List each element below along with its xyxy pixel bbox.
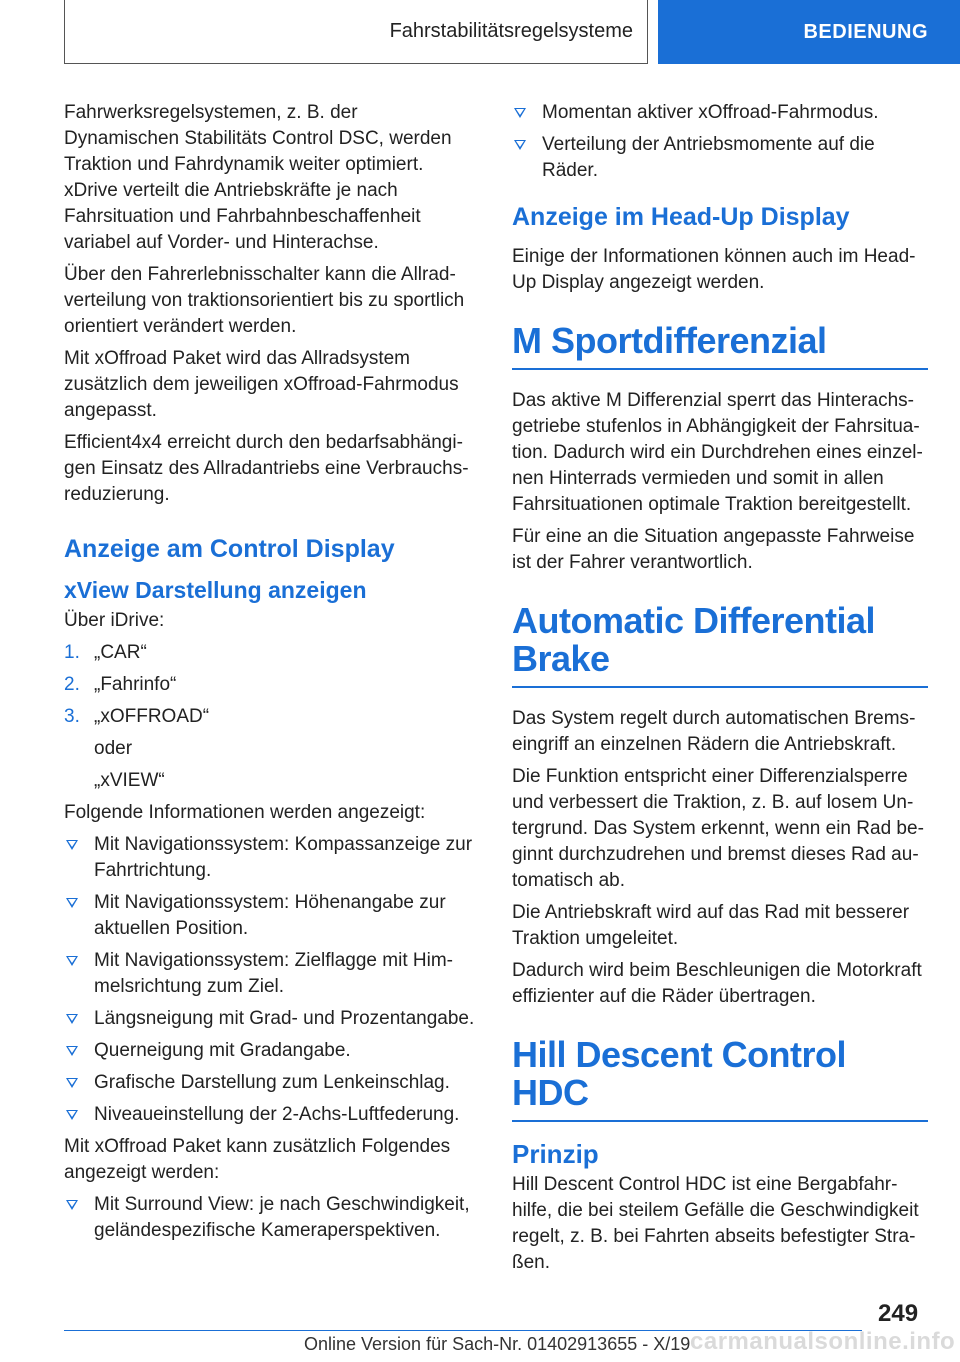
paragraph: Dadurch wird beim Beschleunigen die Motorkraft effizienter auf die Räder übertragen. (512, 960, 922, 1007)
list-item (64, 1038, 476, 1064)
list-item (64, 1070, 476, 1096)
triangle-bullet-icon (66, 956, 78, 966)
extra-list (64, 1192, 476, 1244)
paragraph: Das aktive M Differenzial sperrt das Hinterachsgetriebe stufenlos in Abhängigkeit der Fahrsituation. Dadurch wird ein Durchdrehen eines einzelnen Hinterrads vermieden und somit in allen Fahrsituationen optimale Traktion bereitgestellt. (512, 390, 923, 515)
triangle-bullet-icon (66, 840, 78, 850)
left-column (64, 100, 476, 1250)
step-text: „CAR“ (94, 642, 147, 663)
triangle-bullet-icon (66, 898, 78, 908)
list-item-text: Verteilung der Antriebsmomente auf die Räder. (542, 134, 875, 181)
list-item (64, 1192, 476, 1244)
heading-sportdiff: M Sportdifferenzial (512, 322, 928, 370)
heading-adb: Automatic Differential Brake (512, 602, 928, 688)
step-number: 3. (64, 706, 80, 727)
watermark: carmanualsonline.info (690, 1328, 956, 1355)
list-item (512, 132, 928, 184)
heading-hdc: Hill Descent Control HDC (512, 1036, 928, 1122)
paragraph: Einige der Informationen können auch im Head-Up Display angezeigt werden. (512, 246, 916, 293)
step-or: oder (94, 738, 133, 759)
step-item (64, 704, 476, 730)
triangle-bullet-icon (66, 1078, 78, 1088)
step-text: „Fahrinfo“ (94, 674, 177, 695)
heading-xview: xView Darstellung anzeigen (64, 577, 367, 603)
paragraph: Das System regelt durch automatischen Bremseingriff an einzelnen Rädern die Antriebskraft. (512, 708, 916, 755)
list-item (64, 948, 476, 1000)
extra-list-continued (512, 100, 928, 184)
step-item (64, 640, 476, 666)
paragraph: Für eine an die Situation angepasste Fahrweise ist der Fahrer verantwortlich. (512, 526, 915, 573)
list-item-text: Mit Surround View: je nach Geschwindigkeit, geländespezifische Kameraperspektiven. (94, 1194, 470, 1241)
paragraph: Über den Fahrerlebnisschalter kann die Allradverteilung von traktionsorientiert bis zu sportlich orientiert verändert werden. (64, 264, 465, 337)
list-item-text: Grafische Darstellung zum Lenkeinschlag. (94, 1072, 450, 1093)
triangle-bullet-icon (66, 1110, 78, 1120)
triangle-bullet-icon (514, 140, 526, 150)
step-number: 2. (64, 674, 80, 695)
triangle-bullet-icon (66, 1200, 78, 1210)
list-item (64, 832, 476, 884)
list-item-text: Mit Navigationssystem: Kompassanzeige zur Fahrtrichtung. (94, 834, 473, 881)
heading-headup: Anzeige im Head-Up Display (512, 203, 850, 231)
paragraph: Folgende Informationen werden angezeigt: (64, 802, 426, 823)
paragraph: Über iDrive: (64, 610, 165, 631)
paragraph: Die Funktion entspricht einer Differenzialsperre und verbessert die Traktion, z. B. auf losem Untergrund. Das System erkennt, wenn ein Rad beginnt durchzudrehen und bremst dieses Rad automatisch ab. (512, 766, 924, 891)
paragraph: Efficient4x4 erreicht durch den bedarfsabhängigen Einsatz des Allradantriebs eine Verbrauchsreduzierung. (64, 432, 469, 505)
list-item-text: Querneigung mit Gradangabe. (94, 1040, 351, 1061)
list-item-text: Längsneigung mit Grad- und Prozentangabe. (94, 1008, 475, 1029)
triangle-bullet-icon (66, 1014, 78, 1024)
paragraph: Fahrwerksregelsystemen, z. B. der Dynamischen Stabilitäts Control DSC, werden Traktion und Fahrdynamik weiter optimiert. xDrive verteilt die Antriebskräfte je nach Fahrsituation und Fahrbahnbeschaffenheit variabel auf Vorder- und Hinterachse. (64, 102, 452, 253)
step-item (64, 672, 476, 698)
list-item (64, 1102, 476, 1128)
step-number: 1. (64, 642, 80, 663)
chapter-title: Fahrstabilitätsregelsysteme (64, 0, 648, 64)
section-tab: BEDIENUNG (658, 0, 960, 64)
page-header (0, 0, 960, 66)
list-item (512, 100, 928, 126)
list-item-text: Mit Navigationssystem: Höhenangabe zur aktuellen Position. (94, 892, 446, 939)
heading-prinzip: Prinzip (512, 1139, 599, 1169)
right-column (512, 100, 928, 1282)
paragraph: Die Antriebskraft wird auf das Rad mit besserer Traktion umgeleitet. (512, 902, 910, 949)
list-item-text: Momentan aktiver xOffroad-Fahrmodus. (542, 102, 879, 123)
online-version-text: Online Version für Sach-Nr. 01402913655 - X/19 (304, 1334, 691, 1354)
list-item-text: Niveaueinstellung der 2-Achs-Luftfederung. (94, 1104, 460, 1125)
step-alt: „xVIEW“ (94, 770, 165, 791)
paragraph: Mit xOffroad Paket kann zusätzlich Folgendes angezeigt werden: (64, 1136, 451, 1183)
paragraph: Hill Descent Control HDC ist eine Bergabfahrhilfe, die bei steilem Gefälle die Geschwindigkeit regelt, z. B. bei Fahrten abseits befestigter Straßen. (512, 1174, 919, 1273)
paragraph: Mit xOffroad Paket wird das Allradsystem zusätzlich dem jeweiligen xOffroad-Fahrmodus angepasst. (64, 348, 459, 421)
step-text: „xOFFROAD“ (94, 706, 210, 727)
heading-control-display: Anzeige am Control Display (64, 535, 395, 563)
step-list (64, 640, 476, 730)
list-item (64, 890, 476, 942)
list-item (64, 1006, 476, 1032)
list-item-text: Mit Navigationssystem: Zielflagge mit Himmelsrichtung zum Ziel. (94, 950, 453, 997)
triangle-bullet-icon (514, 108, 526, 118)
triangle-bullet-icon (66, 1046, 78, 1056)
page-number: 249 (878, 1300, 919, 1327)
info-list (64, 832, 476, 1128)
